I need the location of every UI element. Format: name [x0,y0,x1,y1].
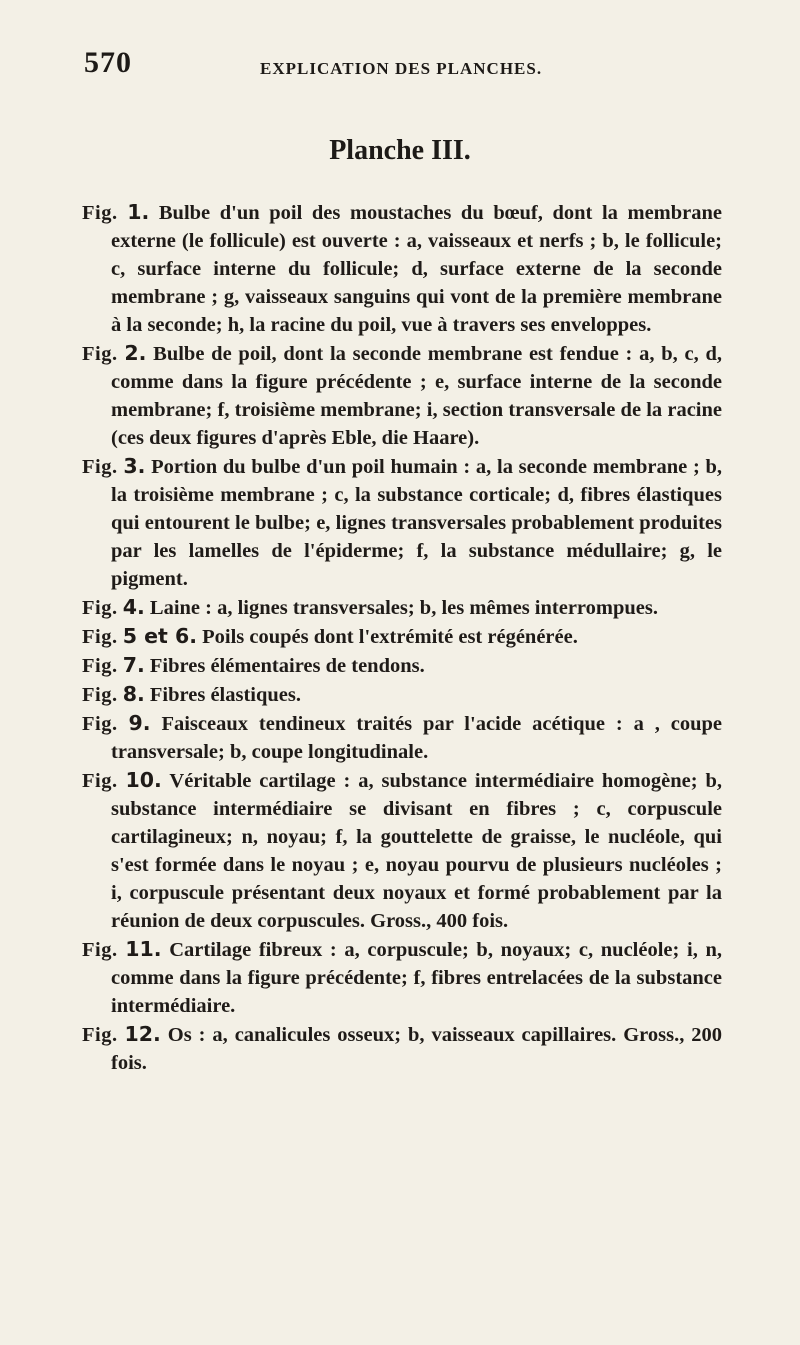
figure-label: Fig. [82,343,118,365]
figure-number: 7. [122,653,145,677]
figure-label: Fig. [82,655,118,677]
figure-captions [82,198,722,1077]
figure-label: Fig. [82,713,118,735]
figure-label: Fig. [82,684,118,706]
figure-text: Véritable cartilage : a, substance intermédiaire homogène; b, substance intermédiaire se divisant en fibres ; c, corpuscule cartilagineux; n, noyau; f, la gouttelette de graisse, le nucléole, qui s'est formée dans le noyau ; e, noyau pourvu de plusieurs nucléoles ; i, corpuscule présentant deux noyaux et formé probablement par la réunion de deux corpuscules. Gross., 400 fois. [111,770,722,932]
figure-caption-10 [82,766,722,935]
figure-text: Poils coupés dont l'extrémité est régénérée. [202,626,578,648]
figure-text: Portion du bulbe d'un poil humain : a, la seconde membrane ; b, la troisième membrane ; c, la substance corticale; d, fibres élastiques qui entourent le bulbe; e, lignes transversales probablement produites par les lamelles de l'épiderme; f, la substance médullaire; g, le pigment. [111,456,723,590]
figure-caption-7 [82,651,722,680]
figure-number: 1. [127,200,150,224]
figure-label: Fig. [82,202,118,224]
figure-text: Bulbe d'un poil des moustaches du bœuf, dont la membrane externe (le follicule) est ouverte : a, vaisseaux et nerfs ; b, le follicule; c, surface interne du follicule; d, surface externe de la seconde membrane ; g, vaisseaux sanguins qui vont de la première membrane à la seconde; h, la racine du poil, vue à travers ses enveloppes. [111,202,723,336]
figure-label: Fig. [82,597,118,619]
figure-number: 4. [122,595,145,619]
figure-number: 11. [125,937,162,961]
figure-caption-2 [82,339,722,452]
figure-number: 3. [123,454,146,478]
figure-text: Cartilage fibreux : a, corpuscule; b, noyaux; c, nucléole; i, n, comme dans la figure précédente; f, fibres entrelacées de la substance intermédiaire. [111,939,722,1017]
figure-text: Laine : a, lignes transversales; b, les mêmes interrompues. [149,597,658,619]
figure-caption-5-6 [82,622,722,651]
page-number: 570 [84,46,132,79]
figure-number: 8. [122,682,145,706]
figure-caption-11 [82,935,722,1020]
figure-number: 9. [128,711,151,735]
figure-number: 10. [125,768,162,792]
running-title: EXPLICATION DES PLANCHES. [260,59,543,78]
figure-label: Fig. [82,626,118,648]
figure-text: Os : a, canalicules osseux; b, vaisseaux capillaires. Gross., 200 fois. [111,1024,723,1074]
figure-number: 12. [124,1022,161,1046]
figure-caption-1 [82,198,722,339]
figure-text: Bulbe de poil, dont la seconde membrane est fendue : a, b, c, d, comme dans la figure précédente ; e, surface interne de la seconde membrane; f, troisième membrane; i, section transversale de la racine (ces deux figures d'après Eble, die Haare). [111,343,723,449]
figure-label: Fig. [82,939,118,961]
plate-title: Planche III. [329,135,471,166]
figure-label: Fig. [82,1024,118,1046]
figure-caption-12 [82,1020,722,1077]
figure-number: 2. [124,341,147,365]
figure-text: Fibres élémentaires de tendons. [149,655,425,677]
running-head [84,48,724,88]
figure-caption-3 [82,452,722,593]
figure-text: Fibres élastiques. [149,684,302,706]
figure-number: 5 et 6. [122,624,198,648]
figure-caption-4 [82,593,722,622]
figure-caption-9 [82,709,722,766]
figure-label: Fig. [82,770,118,792]
figure-caption-8 [82,680,722,709]
figure-text: Faisceaux tendineux traités par l'acide acétique : a , coupe transversale; b, coupe longitudinale. [111,713,723,763]
figure-label: Fig. [82,456,118,478]
